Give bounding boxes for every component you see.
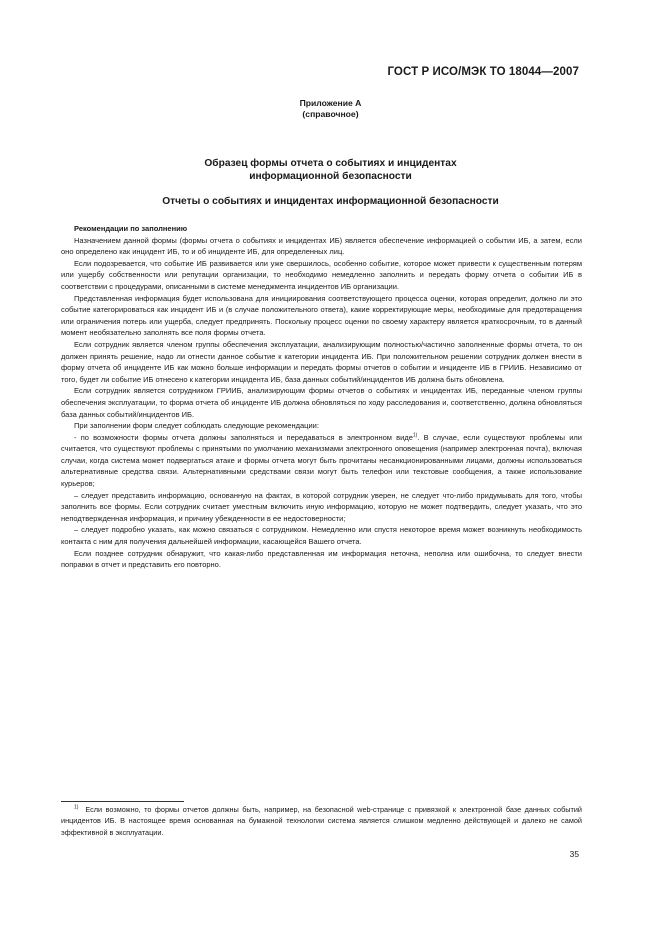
bullet-text: - по возможности формы отчета должны заполняться и передаваться в электронном виде [74,432,413,442]
document-body [61,223,582,571]
form-title-line-1: Образец формы отчета о событиях и инцидентах [204,158,457,169]
annex-heading [0,98,661,120]
page-number: 35 [569,849,579,859]
paragraph: Если сотрудник является сотрудником ГРИИБ, анализирующим формы отчетов о событиях и инцидентах ИБ, переданные членом группы обеспечения эксплуатации, то форма отчета об инциденте ИБ должна обновляться по ходу расследования и, соответственно, должна обновляться база данных событий/инцидентов ИБ. [61,386,582,419]
annex-type: (справочное) [302,109,359,119]
bullet-item: – следует представить информацию, основанную на фактах, в которой сотрудник уверен, не следует что-либо придумывать для того, чтобы заполнить все формы. Если сотрудник считает уместным включить иную информацию, которую не может подтвердить, следует указать, что это неподтвержденная информация, и причину убежденности в ее недостоверности; [61,490,582,523]
footnote-divider [61,801,184,802]
standard-number: ГОСТ Р ИСО/МЭК ТО 18044—2007 [387,66,579,78]
section-heading: Рекомендации по заполнению [74,224,188,233]
bullet-text: . В случае, если существуют проблемы или считается, что существуют проблемы с принятыми по умолчанию механизмами электронного оповещения (например электронная почта), включая случаи, когда система может подвергаться атаке и формы отчета могут быть прочитаны несанкционированными лицами, должны использоваться альтернативные средства связи. Альтернативными средствами связи могут быть телефон или текстовые сообщения, а также использование курьеров; [61,432,582,489]
paragraph: Представленная информация будет использована для инициирования соответствующего процесса оценки, которая определит, должно ли это событие категорироваться как инцидент ИБ и (в случае положительного ответа), какие корректирующие меры, необходимые для предотвращения или ограничения потерь или ущерба, следует предпринять. Поскольку процесс оценки по своему характеру является краткосрочным, то в данный момент необязательно заполнять все поля формы отчета. [61,293,582,338]
bullet-item: – следует подробно указать, как можно связаться с сотрудником. Немедленно или спустя некоторое время может возникнуть необходимость контакта с ним для получения дальнейшей информации, касающейся Вашего отчета. [61,525,582,547]
report-title: Отчеты о событиях и инцидентах информационной безопасности [162,196,499,207]
footnote [61,804,582,838]
bullet-item [61,432,582,490]
annex-title: Приложение А [299,98,362,108]
closing-paragraph: Если позднее сотрудник обнаружит, что какая-либо представленная им информация неточна, неполна или ошибочна, то следует внести поправки в отчет и представить его повторно. [61,548,582,570]
paragraph: Если подозревается, что событие ИБ развивается или уже свершилось, особенно событие, которое может привести к существенным потерям или ущербу собственности или репутации организации, то необходимо немедленно заполнить и передать форму отчета о событии ИБ в соответствии с процедурами, описанными в системе менеджмента инцидентов ИБ организации. [61,258,582,291]
footnote-ref[interactable]: 1) [412,432,418,439]
paragraph: Назначением данной формы (формы отчета о событиях и инцидентах ИБ) является обеспечение информацией о событии ИБ, а затем, если оно определено как инцидент ИБ, то и об инциденте ИБ, для определенных лиц. [61,235,582,257]
footnote-marker: 1) [74,804,79,811]
footnote-text: Если возможно, то формы отчетов должны быть, например, на безопасной web-странице с привязкой к электронной базе данных событий инцидентов ИБ. В настоящее время основанная на бумажной технологии система является слишком медленно действующей и далеко не самой эффективной в эксплуатации. [61,805,583,837]
paragraph: При заполнении форм следует соблюдать следующие рекомендации: [74,421,319,431]
paragraph: Если сотрудник является членом группы обеспечения эксплуатации, анализирующим полностью/частично заполненные формы отчета, то он должен принять решение, надо ли отнести данное событие к категории инцидента ИБ. При положительном решении сотрудник должен внести в форму отчета об инциденте ИБ как можно больше информации и передать формы отчетов о событии и инциденте ИБ в ГРИИБ. Независимо от того, будет ли событие ИБ отнесено к категории инцидента ИБ, база данных событий/инцидентов ИБ должна быть обновлена. [61,339,582,384]
form-title-line-2: информационной безопасности [249,171,412,182]
form-title [0,157,661,183]
